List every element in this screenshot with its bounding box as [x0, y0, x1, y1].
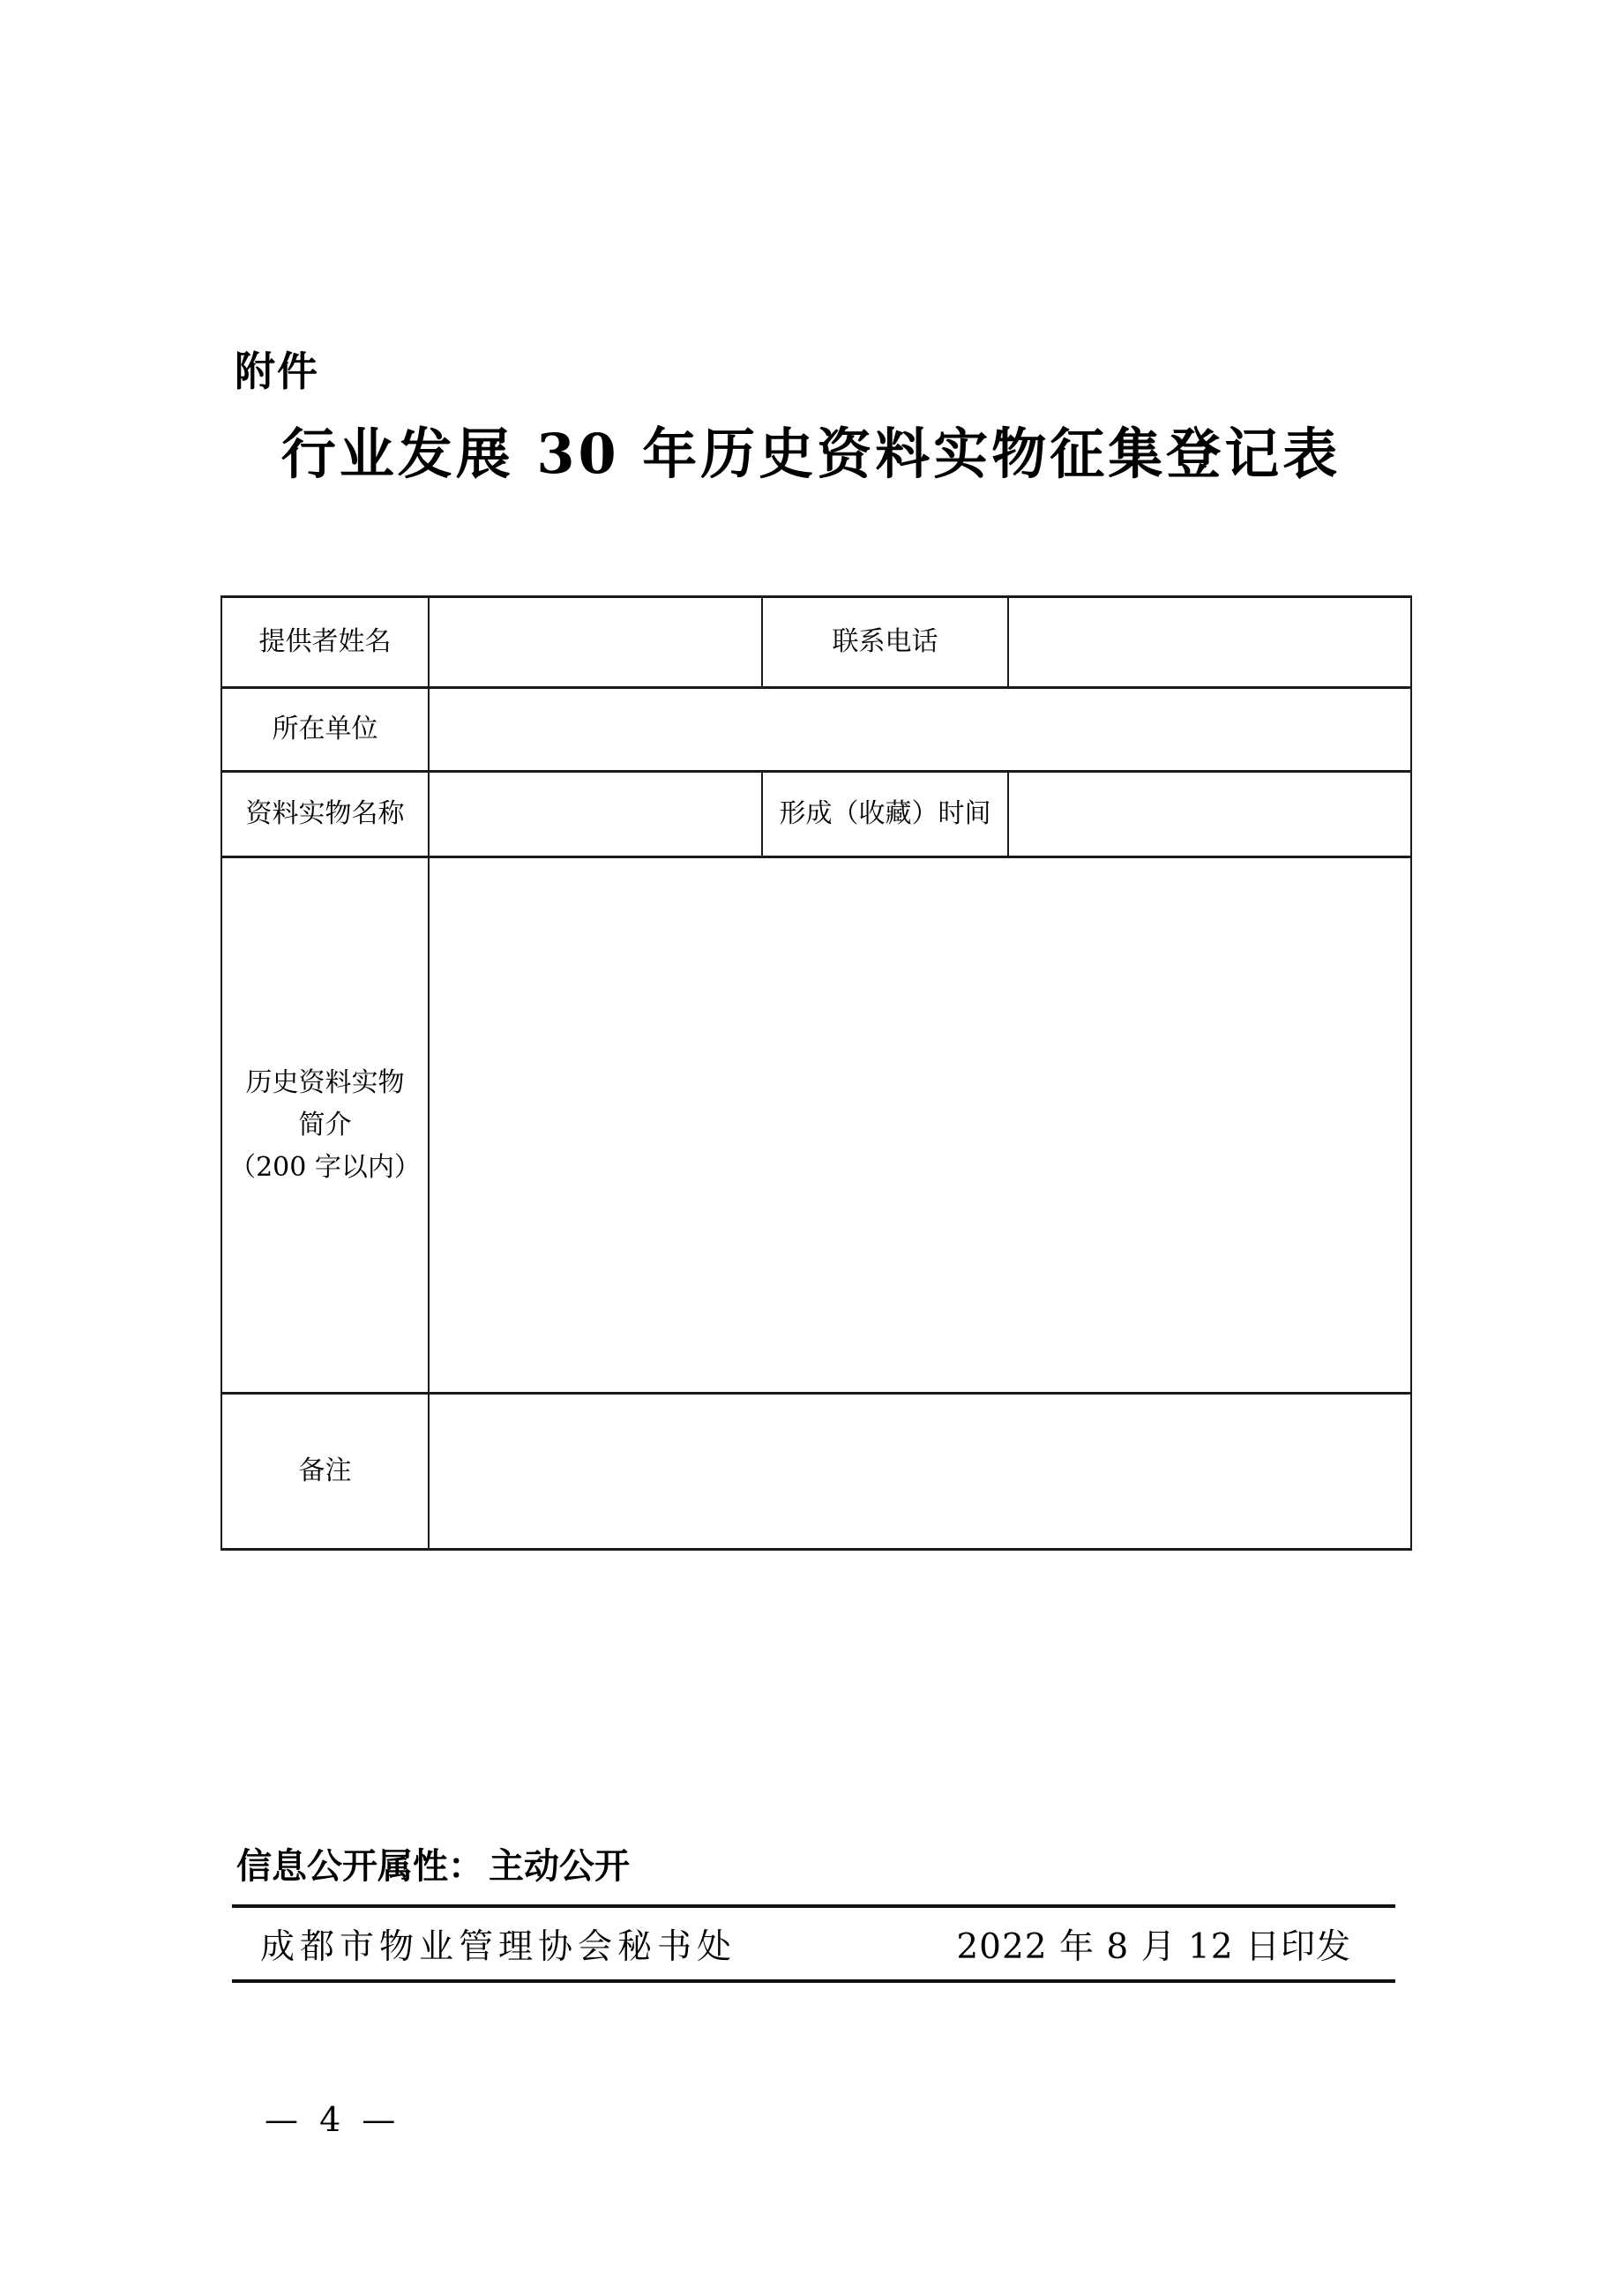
attachment-label: 附件 — [235, 348, 319, 395]
organization-label-cell: 所在单位 — [221, 688, 429, 772]
issue-date: 2022 年 8 月 12 日印发 — [956, 1926, 1351, 1967]
issuer-name: 成都市物业管理协会秘书处 — [260, 1926, 737, 1967]
intro-label-line1: 历史资料实物 — [245, 1066, 405, 1098]
table-row — [221, 772, 1411, 857]
intro-label-line3: （200 字以内） — [229, 1151, 421, 1183]
table-row — [221, 1394, 1411, 1550]
material-name-field[interactable] — [429, 772, 762, 857]
colophon-bottom-rule — [232, 1979, 1395, 1983]
formation-time-field[interactable] — [1008, 772, 1411, 857]
organization-field[interactable] — [429, 688, 1411, 772]
remarks-field[interactable] — [429, 1394, 1411, 1550]
disclosure-label: 信息公开属性： — [236, 1846, 483, 1887]
page-number: — 4 — — [265, 2100, 401, 2139]
table-row — [221, 688, 1411, 772]
material-name-label-cell: 资料实物名称 — [221, 772, 429, 857]
page-title: 行业发展 30 年历史资料实物征集登记表 — [280, 422, 1342, 486]
disclosure-value: 主动公开 — [489, 1845, 630, 1887]
table-row — [221, 857, 1411, 1394]
registration-form-table — [221, 595, 1412, 1551]
contact-phone-field[interactable] — [1008, 597, 1411, 688]
colophon-row — [232, 1908, 1395, 1979]
intro-label-line2: 简介 — [298, 1109, 352, 1141]
provider-name-label-cell: 提供者姓名 — [221, 597, 429, 688]
contact-phone-label-cell: 联系电话 — [762, 597, 1008, 688]
intro-field[interactable] — [429, 857, 1411, 1394]
formation-time-label-cell: 形成（收藏）时间 — [762, 772, 1008, 857]
disclosure-line — [236, 1845, 630, 1888]
table-row — [221, 597, 1411, 688]
remarks-label-cell: 备注 — [221, 1394, 429, 1550]
provider-name-field[interactable] — [429, 597, 762, 688]
intro-label-cell — [221, 857, 429, 1394]
